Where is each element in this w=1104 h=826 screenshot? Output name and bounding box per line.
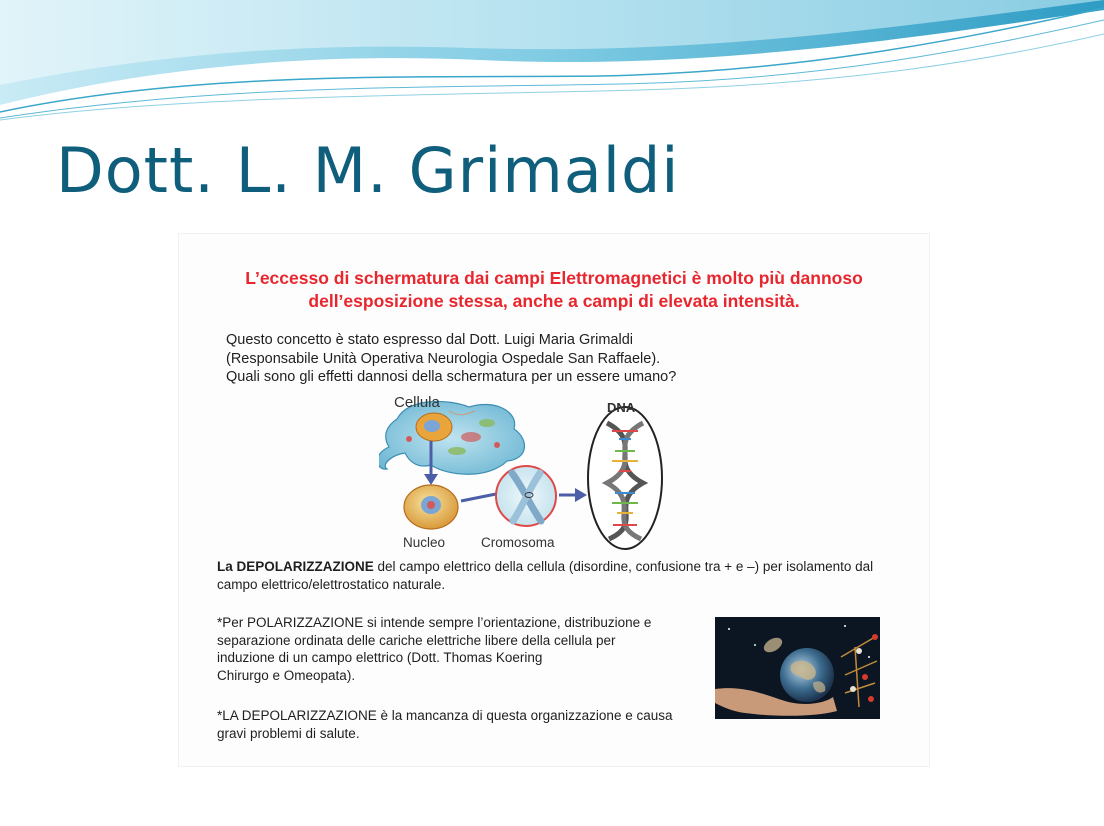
depolarization2-line-1: *LA DEPOLARIZZAZIONE è la mancanza di questa organizzazione e causa [217,708,673,723]
dna-label: DNA [607,400,636,415]
chromosome-label: Cromosoma [481,535,555,550]
slide-title: Dott. L. M. Grimaldi [56,134,680,207]
chromosome-illustration [496,466,556,526]
polarization-paragraph [217,614,717,684]
headline-line-1: L’eccesso di schermatura dai campi Elettromagnetici è molto più dannoso [245,268,863,288]
intro-paragraph [226,331,676,387]
depolarization-definition [217,707,717,743]
intro-line-3: Quali sono gli effetti dannosi della schermatura per un essere umano? [226,369,677,385]
polarization-line-4: Chirurgo e Omeopata). [217,667,356,683]
earth-hand-photo [715,617,880,719]
cell-dna-diagram [379,389,699,554]
depolarization-bold: La DEPOLARIZZAZIONE [217,559,374,574]
intro-line-1: Questo concetto è stato espresso dal Dott. Luigi Maria Grimaldi [226,332,633,348]
depolarization-paragraph [217,558,897,594]
polarization-line-1: *Per POLARIZZAZIONE si intende sempre l’orientazione, distribuzione e [217,615,652,630]
intro-line-2: (Responsabile Unità Operativa Neurologia Ospedale San Raffaele). [226,350,661,367]
cell-label: Cellula [394,394,440,411]
depolarization2-line-2: gravi problemi di salute. [217,726,360,741]
polarization-line-2: separazione ordinata delle cariche elettriche libere della cellula per [217,632,616,648]
cell-illustration [379,401,524,474]
header-wave-decoration [0,0,1104,140]
nucleus-illustration [404,485,458,529]
headline [179,267,929,313]
dna-illustration [588,407,662,549]
polarization-line-3: induzione di un campo elettrico (Dott. Thomas Koering [217,650,543,665]
content-image-panel [178,233,930,767]
headline-line-2: dell’esposizione stessa, anche a campi di elevata intensità. [308,291,800,311]
nucleus-label: Nucleo [403,535,446,550]
depolarization-text: del campo elettrico della cellula (disordine, confusione tra + e –) per isolamento dal campo elettrico/elettrostatico naturale. [217,559,874,592]
